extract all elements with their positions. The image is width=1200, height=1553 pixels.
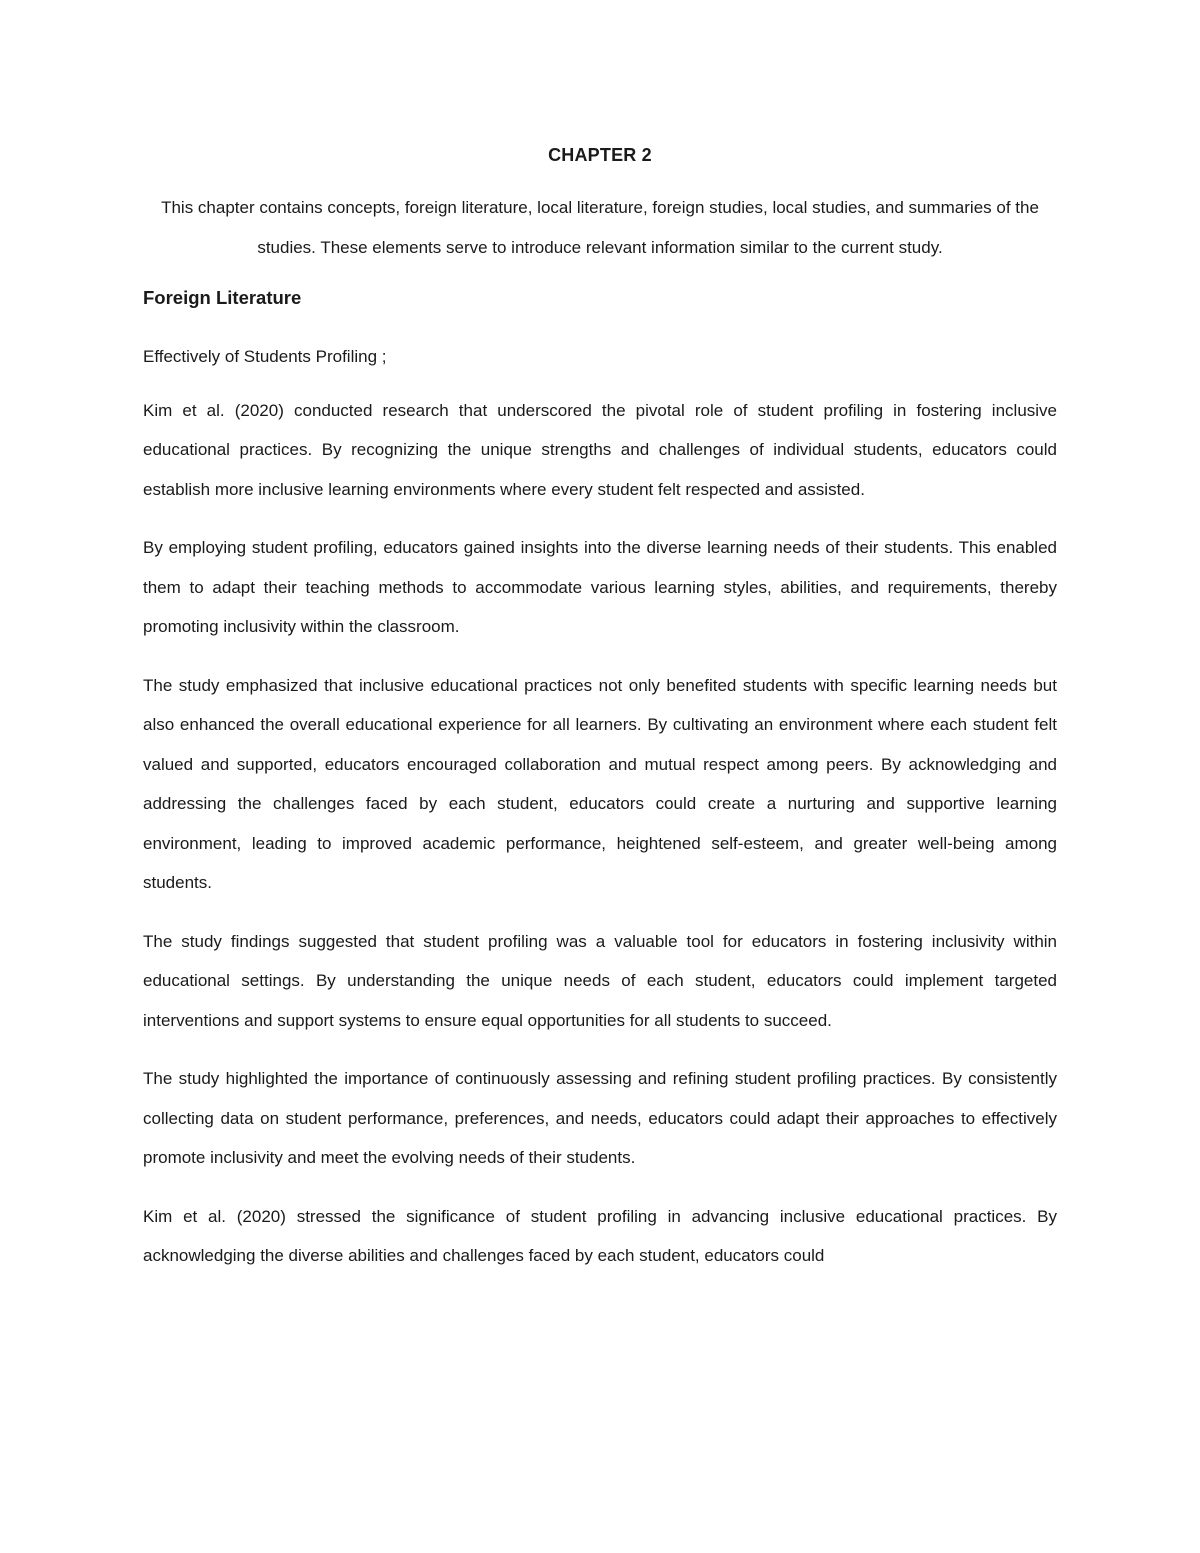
paragraph-2: By employing student profiling, educators gained insights into the diverse learning needs of their students. This enabled them to adapt their teaching methods to accommodate various learning styles, abilities, and requirements, thereby promoting inclusivity within the classroom. [143, 538, 1057, 636]
paragraph-5: The study highlighted the importance of continuously assessing and refining student profiling practices. By consistently collecting data on student performance, preferences, and needs, educators could adapt their approaches to effectively promote inclusivity and meet the evolving needs of their students. [143, 1069, 1057, 1167]
paragraph-4: The study findings suggested that student profiling was a valuable tool for educators in fostering inclusivity within educational settings. By understanding the unique needs of each student, educators could implement targeted interventions and support systems to ensure equal opportunities for all students to succeed. [143, 931, 1057, 1030]
chapter-title: CHAPTER 2 [548, 145, 652, 165]
chapter-intro: This chapter contains concepts, foreign literature, local literature, foreign studies, local studies, and summaries of the studies. These elements serve to introduce relevant information similar to the current study. [161, 198, 1039, 257]
paragraph-3: The study emphasized that inclusive educational practices not only benefited students with specific learning needs but also enhanced the overall educational experience for all learners. By cultivating an environment where each student felt valued and supported, educators encouraged collaboration and mutual respect among peers. By acknowledging and addressing the challenges faced by each student, educators could create a nurturing and supportive learning environment, leading to improved academic performance, heightened self-esteem, and greater well-being among students. [143, 675, 1057, 892]
paragraph-1: Kim et al. (2020) conducted research that underscored the pivotal role of student profiling in fostering inclusive educational practices. By recognizing the unique strengths and challenges of individual students, educators could establish more inclusive learning environments where every student felt respected and assisted. [143, 400, 1057, 499]
paragraph-6: Kim et al. (2020) stressed the significance of student profiling in advancing inclusive educational practices. By acknowledging the diverse abilities and challenges faced by each student, educators could [143, 1206, 1057, 1265]
document-page [143, 140, 1057, 1295]
subheading: Effectively of Students Profiling ; [143, 347, 387, 366]
section-heading: Foreign Literature [143, 287, 302, 308]
